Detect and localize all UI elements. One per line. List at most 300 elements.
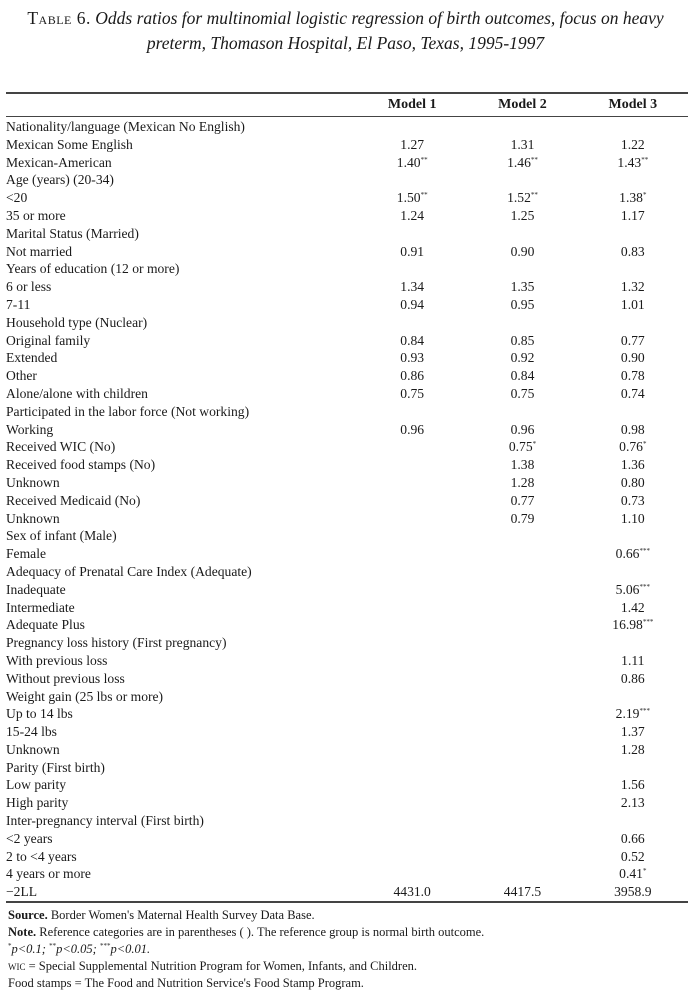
cell-value: 1.36 [620,457,645,473]
cell-model-3 [578,260,688,278]
cell-model-3 [578,207,688,225]
cell-model-1 [357,385,467,403]
cell-model-3 [578,776,688,794]
column-header-model-2: Model 2 [498,97,547,112]
row-label: Adequate Plus [6,617,85,633]
cell-model-1 [357,527,467,545]
row-label: Inadequate [6,581,66,597]
significance-mark: * [642,440,647,449]
cell-value: 1.37 [620,724,645,740]
cell-value: 0.77 [510,492,535,508]
cell-model-1 [357,421,467,439]
cell-value: 1.10 [620,510,645,526]
table-row [6,652,688,670]
cell-value: 0.85 [510,332,535,348]
cell-model-1 [357,848,467,866]
cell-model-2 [467,510,577,528]
row-label: 2 to <4 years [6,848,77,864]
cell-model-2 [467,830,577,848]
cell-value: 1.46 [507,154,531,170]
row-label: 6 or less [6,279,52,295]
cell-model-3 [578,456,688,474]
table-row [6,688,688,706]
table-row [6,118,688,136]
cell-model-1 [357,225,467,243]
cell-model-3 [578,616,688,634]
cell-model-3 [578,171,688,189]
bottom-rule [6,901,688,903]
significance-legend [8,941,688,958]
cell-model-3 [578,599,688,617]
cell-model-2 [467,243,577,261]
table-row [6,812,688,830]
row-label: Working [6,421,54,437]
cell-model-1 [357,492,467,510]
cell-model-2 [467,759,577,777]
table-row [6,260,688,278]
row-label: 15-24 lbs [6,724,57,740]
row-label: Intermediate [6,599,75,615]
cell-model-2 [467,207,577,225]
cell-value: 1.35 [510,279,535,295]
cell-model-1 [357,510,467,528]
cell-model-2 [467,456,577,474]
cell-model-2 [467,705,577,723]
cell-value: 2.13 [620,795,645,811]
row-label: Received food stamps (No) [6,457,156,473]
cell-value: 1.40 [396,154,421,170]
cell-value: 3958.9 [614,884,652,900]
cell-model-2 [467,527,577,545]
cell-model-3 [578,421,688,439]
cell-model-1 [357,367,467,385]
cell-value: 0.66 [615,546,640,562]
significance-mark: ** [530,155,538,164]
cell-model-3 [578,314,688,332]
cell-model-2 [467,225,577,243]
cell-model-1 [357,438,467,456]
cell-model-3 [578,243,688,261]
row-label: Unknown [6,474,60,490]
cell-value: 0.80 [620,474,645,490]
cell-model-1 [357,154,467,172]
table-row [6,545,688,563]
cell-model-2 [467,812,577,830]
row-label: Household type (Nuclear) [6,314,148,330]
cell-value: 0.66 [620,830,645,846]
cell-model-3 [578,438,688,456]
cell-value: 0.77 [620,332,645,348]
cell-value: 1.32 [620,279,645,295]
cell-model-2 [467,492,577,510]
source-label: Source. [8,908,48,922]
table-row [6,278,688,296]
cell-model-2 [467,154,577,172]
cell-model-3 [578,723,688,741]
cell-value: 1.43 [617,154,642,170]
cell-value: 1.42 [620,599,645,615]
cell-value: 1.31 [510,136,535,152]
cell-value: 0.52 [620,848,645,864]
cell-model-3 [578,705,688,723]
cell-value: 1.27 [400,136,425,152]
row-label: Participated in the labor force (Not working) [6,403,250,419]
cell-model-1 [357,670,467,688]
cell-value: 1.28 [620,741,645,757]
row-label: Received WIC (No) [6,439,116,455]
cell-value: 1.28 [510,474,535,490]
cell-model-1 [357,865,467,883]
cell-model-1 [357,616,467,634]
cell-model-2 [467,367,577,385]
cell-model-2 [467,883,577,901]
cell-value: 0.91 [400,243,425,259]
cell-value: 4431.0 [393,884,431,900]
row-label: Marital Status (Married) [6,225,139,241]
cell-model-1 [357,563,467,581]
cell-model-2 [467,136,577,154]
row-label: Female [6,546,47,562]
row-label: Low parity [6,777,67,793]
cell-model-1 [357,260,467,278]
cell-model-3 [578,634,688,652]
table-row [6,759,688,777]
cell-value: 0.75 [400,385,425,401]
cell-value: 1.38 [619,190,643,206]
column-header-model-1: Model 1 [387,97,437,112]
row-label: Nationality/language (Mexican No English) [6,119,245,134]
cell-model-3 [578,652,688,670]
table-row [6,296,688,314]
cell-model-2 [467,171,577,189]
significance-mark: *** [642,618,654,627]
table-row [6,510,688,528]
cell-model-2 [467,563,577,581]
source-text: Border Women's Maternal Health Survey Data Base. [50,908,315,922]
row-label: Weight gain (25 lbs or more) [6,688,164,704]
cell-model-2 [467,848,577,866]
cell-model-2 [467,421,577,439]
cell-model-3 [578,154,688,172]
cell-model-1 [357,776,467,794]
table-row [6,848,688,866]
cell-value: 0.95 [510,296,535,312]
cell-model-1 [357,652,467,670]
cell-model-2 [467,634,577,652]
cell-value: 1.34 [400,279,425,295]
table-row [6,527,688,545]
row-label: Mexican Some English [6,136,133,152]
table-row [6,581,688,599]
table-row [6,189,688,207]
significance-mark: ** [420,191,428,200]
cell-value: 0.75 [508,439,533,455]
table-row [6,225,688,243]
table-row [6,563,688,581]
cell-value: 1.17 [620,207,645,223]
column-header-model-3: Model 3 [608,97,658,112]
table-row [6,670,688,688]
row-label: Adequacy of Prenatal Care Index (Adequate) [6,563,252,579]
cell-value: 0.78 [620,368,645,384]
table-row [6,243,688,261]
row-label: <2 years [6,830,53,846]
odds-ratio-table [6,94,688,901]
cell-value: 0.86 [400,368,425,384]
table-row [6,207,688,225]
row-label: Unknown [6,510,60,526]
table-title: Odds ratios for multinomial logistic regression of birth outcomes, focus on heavy preterm, Thomason Hospital, El Paso, Texas, 1995-1997 [95,8,664,53]
cell-model-2 [467,670,577,688]
cell-value: 0.83 [620,243,645,259]
significance-mark: ** [420,155,428,164]
significance-mark: *** [639,582,650,591]
cell-value: 0.74 [620,385,645,401]
cell-model-2 [467,794,577,812]
cell-model-1 [357,314,467,332]
cell-model-1 [357,207,467,225]
cell-value: 0.96 [400,421,425,437]
table-row [6,332,688,350]
table-row [6,616,688,634]
cell-model-2 [467,385,577,403]
cell-value: 0.73 [620,492,645,508]
cell-model-2 [467,688,577,706]
significance-mark: ** [641,155,649,164]
row-label: Without previous loss [6,670,125,686]
row-label: Other [6,368,37,384]
cell-model-1 [357,741,467,759]
cell-model-2 [467,474,577,492]
table-row [6,154,688,172]
cell-model-1 [357,296,467,314]
food-stamps-note: Food stamps = The Food and Nutrition Service's Food Stamp Program. [8,976,364,990]
table-row [6,883,688,901]
cell-model-3 [578,759,688,777]
row-label: Inter-pregnancy interval (First birth) [6,813,204,829]
cell-model-1 [357,474,467,492]
significance-mark: ** [530,191,538,200]
cell-model-3 [578,741,688,759]
table-row [6,349,688,367]
row-label: Received Medicaid (No) [6,492,141,508]
cell-model-2 [467,349,577,367]
cell-value: 0.86 [620,670,645,686]
row-label: Original family [6,332,91,348]
row-label: Pregnancy loss history (First pregnancy) [6,635,227,651]
cell-value: 0.75 [510,385,535,401]
cell-model-3 [578,812,688,830]
row-label: Sex of infant (Male) [6,528,117,544]
cell-model-3 [578,527,688,545]
cell-model-3 [578,563,688,581]
cell-model-2 [467,118,577,136]
cell-model-3 [578,367,688,385]
sig-text-1: p<0.1; [11,942,46,956]
wic-text: = Special Supplemental Nutrition Program for Women, Infants, and Children. [28,959,418,973]
cell-model-3 [578,118,688,136]
cell-model-3 [578,794,688,812]
cell-model-1 [357,189,467,207]
row-label: Age (years) (20-34) [6,172,114,188]
row-label: Mexican-American [6,154,112,170]
row-label: Years of education (12 or more) [6,261,180,277]
cell-value: 0.96 [510,421,535,437]
cell-model-3 [578,136,688,154]
cell-model-2 [467,314,577,332]
cell-value: 16.98 [612,617,643,633]
cell-model-2 [467,296,577,314]
cell-model-3 [578,670,688,688]
cell-model-3 [578,385,688,403]
significance-mark: * [642,867,647,876]
cell-model-1 [357,759,467,777]
row-label: Not married [6,243,73,259]
cell-model-1 [357,243,467,261]
cell-model-3 [578,225,688,243]
row-label: Parity (First birth) [6,759,105,775]
table-row [6,492,688,510]
cell-model-3 [578,492,688,510]
cell-model-1 [357,581,467,599]
table-row [6,830,688,848]
significance-mark: *** [639,707,650,716]
cell-model-2 [467,545,577,563]
row-label: With previous loss [6,652,108,668]
cell-model-1 [357,688,467,706]
row-label: 35 or more [6,207,66,223]
cell-model-3 [578,581,688,599]
cell-value: 0.92 [510,350,535,366]
cell-model-3 [578,403,688,421]
row-label: Alone/alone with children [6,385,148,401]
cell-value: 0.84 [400,332,425,348]
sig-text-3: p<0.01. [110,942,151,956]
table-label: Table 6. [27,8,91,28]
cell-model-3 [578,474,688,492]
cell-value: 0.93 [400,350,425,366]
cell-model-1 [357,830,467,848]
sig-text-2: p<0.05; [56,942,97,956]
row-label: Extended [6,350,58,366]
cell-value: 0.90 [620,350,645,366]
header-row [6,94,688,115]
row-label: Unknown [6,741,60,757]
cell-model-1 [357,456,467,474]
cell-model-2 [467,652,577,670]
table-row [6,705,688,723]
table-row [6,776,688,794]
cell-model-2 [467,741,577,759]
cell-model-3 [578,278,688,296]
cell-model-2 [467,260,577,278]
cell-model-2 [467,278,577,296]
table-row [6,474,688,492]
cell-model-3 [578,189,688,207]
source-note [8,907,688,924]
cell-model-2 [467,599,577,617]
table-body [6,118,688,901]
table-row [6,438,688,456]
cell-model-3 [578,830,688,848]
cell-value: 0.94 [400,296,425,312]
cell-model-1 [357,794,467,812]
cell-model-2 [467,189,577,207]
significance-mark: * [532,440,537,449]
cell-model-3 [578,349,688,367]
cell-value: 0.90 [510,243,535,259]
note-text: Reference categories are in parentheses ( ). The reference group is normal birth outcome. [39,925,485,939]
cell-model-3 [578,332,688,350]
row-label: Up to 14 lbs [6,706,73,722]
table-row [6,421,688,439]
cell-model-2 [467,865,577,883]
cell-model-2 [467,616,577,634]
cell-model-1 [357,278,467,296]
cell-value: 0.98 [620,421,645,437]
cell-model-1 [357,171,467,189]
cell-value: 1.25 [510,207,535,223]
note-label: Note. [8,925,37,939]
cell-model-1 [357,883,467,901]
cell-value: 1.56 [620,777,645,793]
cell-model-3 [578,865,688,883]
cell-model-3 [578,848,688,866]
table-row [6,865,688,883]
table-row [6,136,688,154]
table-row [6,723,688,741]
wic-note [8,958,688,975]
cell-model-1 [357,349,467,367]
cell-model-2 [467,581,577,599]
cell-model-1 [357,634,467,652]
cell-value: 0.41 [619,866,643,882]
row-label: 7-11 [6,296,31,312]
cell-value: 1.52 [507,190,531,206]
table-row [6,794,688,812]
table-row [6,741,688,759]
cell-value: 5.06 [615,581,640,597]
table-row [6,367,688,385]
row-label: −2LL [6,884,38,900]
cell-value: 0.79 [510,510,535,526]
table-row [6,456,688,474]
cell-model-3 [578,883,688,901]
cell-value: 1.24 [400,207,425,223]
cell-value: 1.01 [620,296,645,312]
cell-model-2 [467,403,577,421]
row-label: <20 [6,190,28,206]
row-label: High parity [6,795,69,811]
reference-note [8,924,688,941]
significance-mark: * [642,191,647,200]
cell-model-1 [357,705,467,723]
cell-value: 0.76 [619,439,643,455]
cell-model-2 [467,723,577,741]
cell-value: 4417.5 [503,884,542,900]
cell-model-3 [578,688,688,706]
cell-model-3 [578,545,688,563]
cell-model-1 [357,545,467,563]
cell-model-2 [467,438,577,456]
sig-mark-3: *** [99,942,111,950]
cell-model-1 [357,599,467,617]
table-row [6,385,688,403]
table-row [6,634,688,652]
cell-model-1 [357,812,467,830]
cell-model-2 [467,332,577,350]
cell-model-1 [357,332,467,350]
